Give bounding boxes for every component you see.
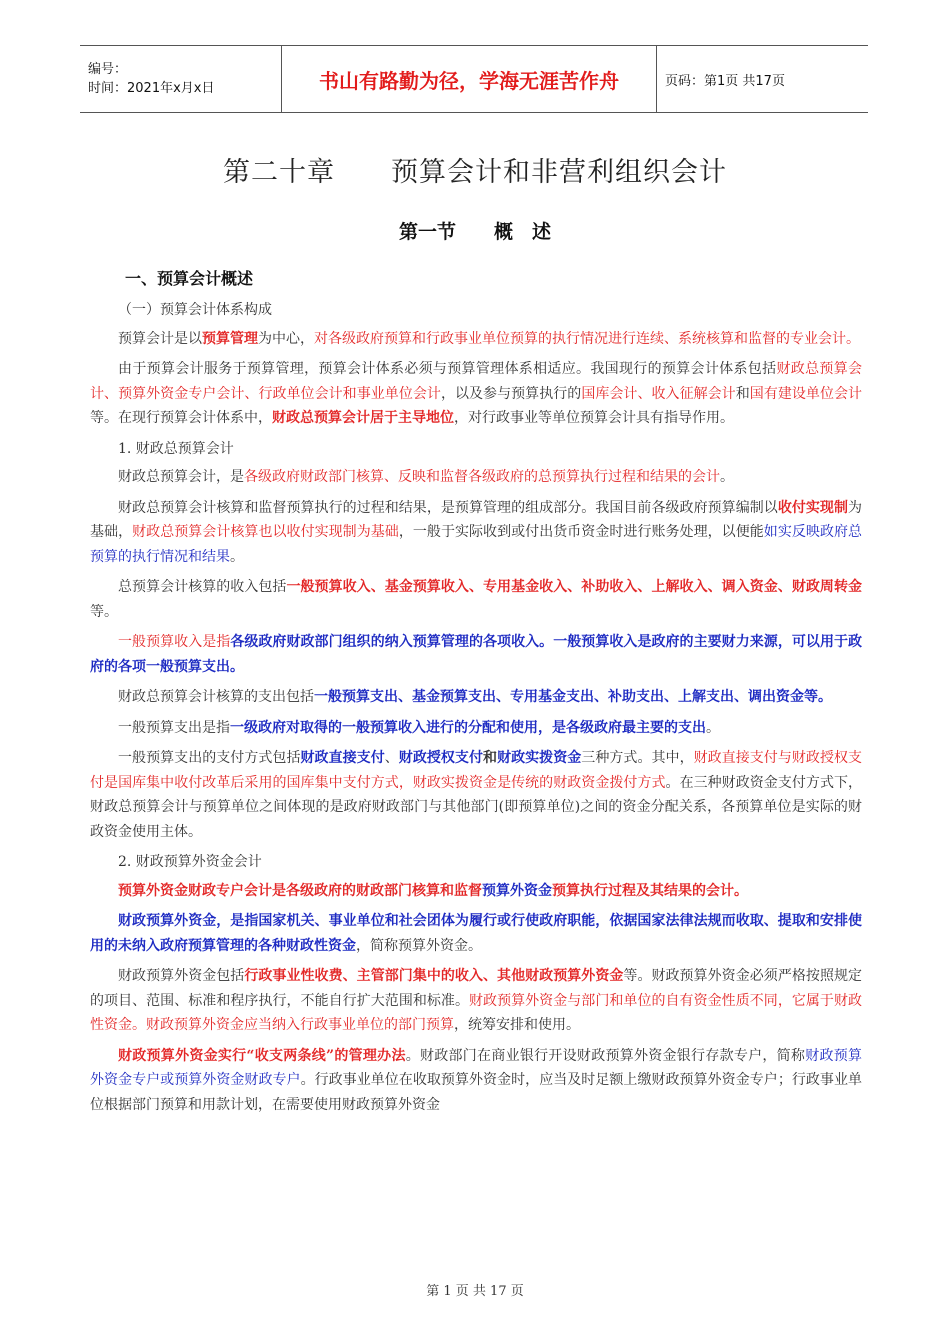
paragraph: 财政预算外资金包括行政事业性收费、主管部门集中的收入、其他财政预算外资金等。财政预算外资金必须严格按照规定的项目、范围、标准和程序执行，不能自行扩大范围和标准。财政预算外资金与部门和单位的自有资金性质不同，它属于财政性资金。财政预算外资金应当纳入行政事业单位的部门预算，统筹安排和使用。 [90,968,863,1033]
subheading-extra-budget-funds: 2. 财政预算外资金会计 [118,854,262,870]
paragraph: 一般预算支出是指一级政府对取得的一般预算收入进行的分配和使用，是各级政府最主要的支出。 [118,719,720,736]
document-header [80,45,868,113]
paragraph: 预算会计是以预算管理为中心，对各级政府预算和行政事业单位预算的执行情况进行连续、系统核算和监督的专业会计。 [118,330,860,347]
paragraph: 一般预算收入是指各级政府财政部门组织的纳入预算管理的各项收入。一般预算收入是政府的主要财力来源，可以用于政府的各项一般预算支出。 [90,634,863,675]
header-page-info: 页码：第1页 共17页 [657,46,869,113]
paragraph: 财政预算外资金，是指国家机关、事业单位和社会团体为履行或行使政府职能，依据国家法律法规而收取、提取和安排使用的未纳入政府预算管理的各种财政性资金，简称预算外资金。 [90,913,862,954]
subheading-fiscal-general-budget: 1. 财政总预算会计 [118,440,234,457]
paragraph: 一般预算支出的支付方式包括财政直接支付、财政授权支付和财政实拨资金三种方式。其中，财政直接支付与财政授权支付是国库集中收付改革后采用的国库集中支付方式，财政实拨资金是传统的财政资金拨付方式。在三种财政资金支付方式下，财政总预算会计与预算单位之间体现的是政府财政部门与其他部门(即预算单位)之间的资金分配关系，各预算单位是实际的财政资金使用主体。 [90,750,863,840]
paragraph: 由于预算会计服务于预算管理，预算会计体系必须与预算管理体系相适应。我国现行的预算会计体系包括财政总预算会计、预算外资金专户会计、行政单位会计和事业单位会计，以及参与预算执行的国库会计、收入征解会计和国有建设单位会计等。在现行预算会计体系中，财政总预算会计居于主导地位，对行政事业等单位预算会计具有指导作用。 [90,361,863,426]
section-title: 第一节 概 述 [398,221,551,243]
chapter-title: 第二十章 预算会计和非营利组织会计 [223,157,727,188]
heading-budget-accounting-overview: 一、预算会计概述 [125,269,254,288]
document-number-label: 编号： [88,62,128,77]
paragraph: 财政总预算会计核算的支出包括一般预算支出、基金预算支出、专用基金支出、补助支出、上解支出、调出资金等。 [118,689,832,705]
header-motto: 书山有路勤为径，学海无涯苦作舟 [282,46,657,113]
document-time-label: 时间：2021年x月x日 [88,81,215,96]
paragraph: 财政总预算会计核算和监督预算执行的过程和结果，是预算管理的组成部分。我国目前各级政府预算编制以收付实现制为基础，财政总预算会计核算也以收付实现制为基础，一般于实际收到或付出货币资金时进行账务处理，以便能如实反映政府总预算的执行情况和结果。 [90,499,863,565]
header-meta [80,46,282,113]
paragraph: 预算外资金财政专户会计是各级政府的财政部门核算和监督预算外资金预算执行过程及其结果的会计。 [118,882,748,899]
page-footer: 第 1 页 共 17 页 [426,1284,524,1299]
paragraph: 总预算会计核算的收入包括一般预算收入、基金预算收入、专用基金收入、补助收入、上解收入、调入资金、财政周转金等。 [90,579,863,620]
paragraph: 财政预算外资金实行“收支两条线”的管理办法。财政部门在商业银行开设财政预算外资金银行存款专户，简称财政预算外资金专户或预算外资金财政专户。行政事业单位在收取预算外资金时，应当及时足额上缴财政预算外资金专户；行政事业单位根据部门预算和用款计划，在需要使用财政预算外资金 [90,1047,863,1113]
subheading-system-composition: （一）预算会计体系构成 [118,302,272,318]
document-body [90,298,862,1123]
paragraph: 财政总预算会计，是各级政府财政部门核算、反映和监督各级政府的总预算执行过程和结果的会计。 [118,469,734,485]
